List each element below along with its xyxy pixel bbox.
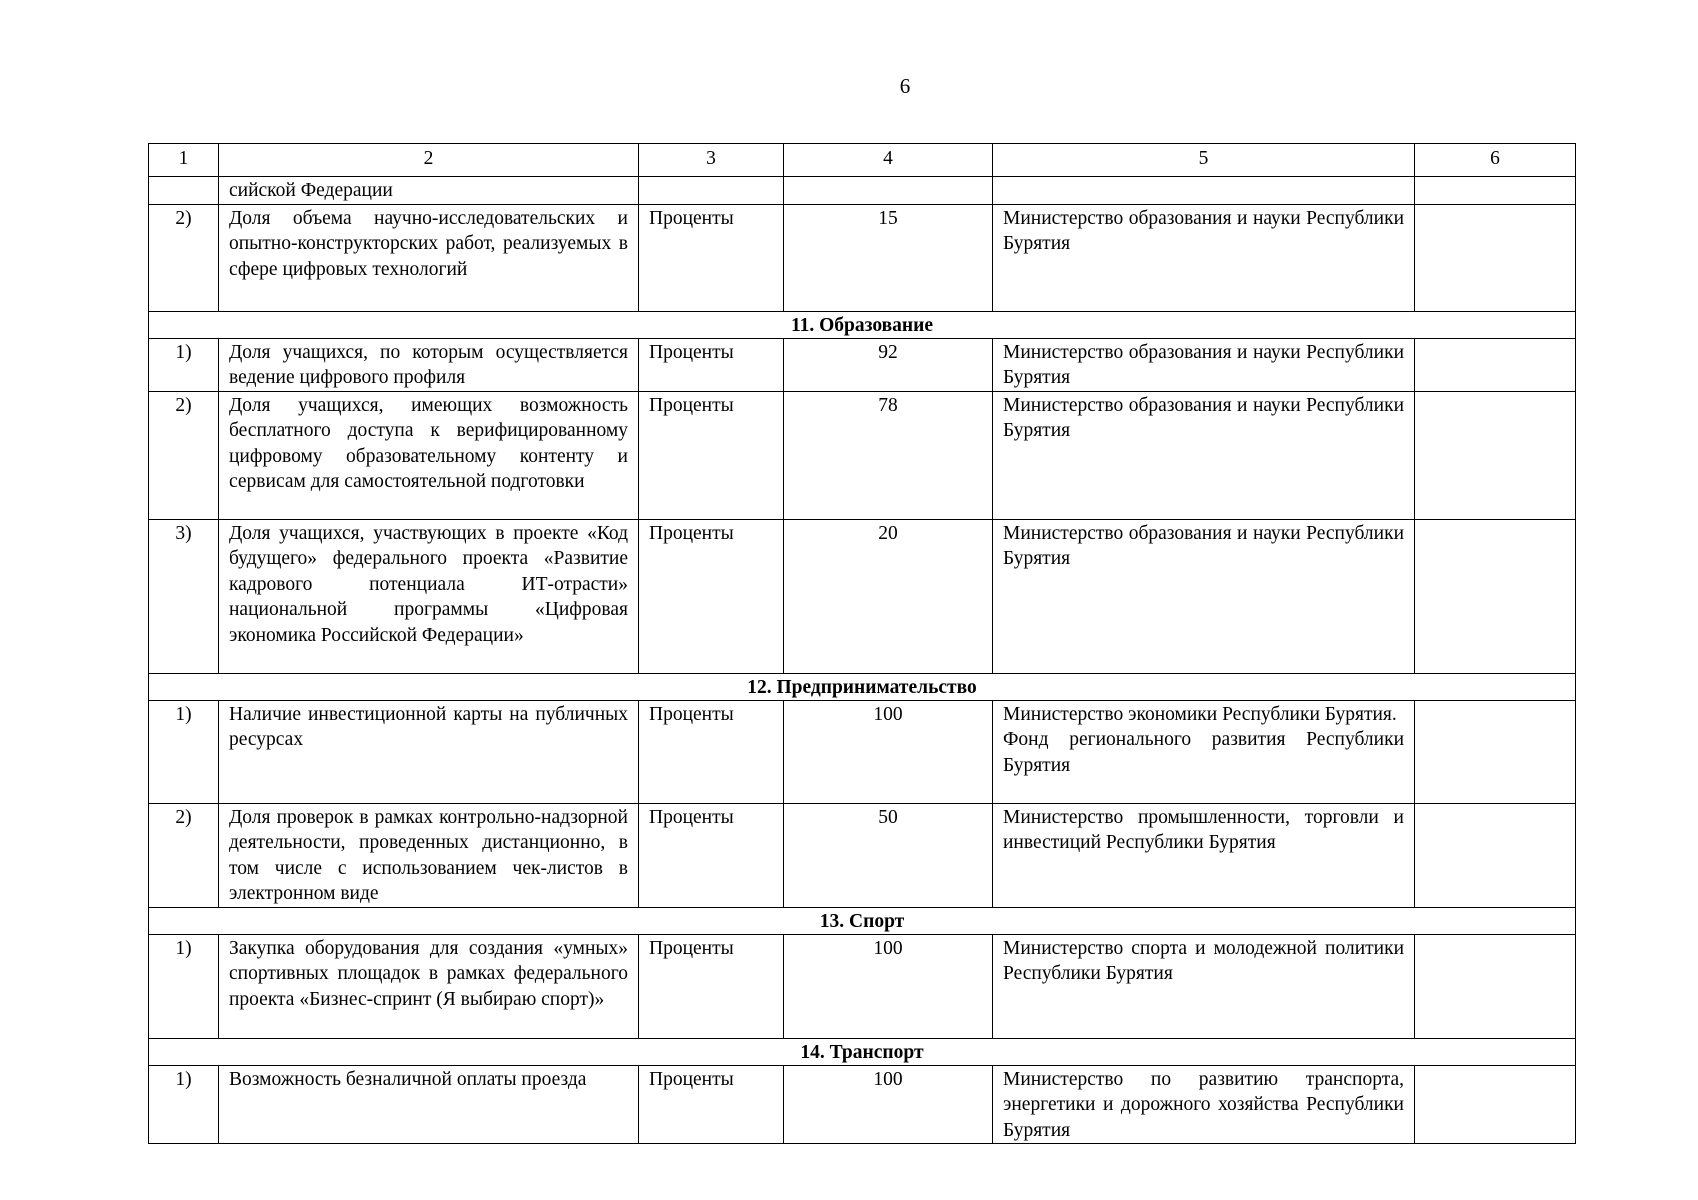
value-cell: 15 xyxy=(784,204,993,311)
section-title: 12. Предпринимательство xyxy=(149,673,1576,700)
indicators-table xyxy=(148,143,1576,1144)
note-cell xyxy=(1415,338,1576,391)
note-cell xyxy=(1415,177,1576,205)
table-row xyxy=(149,1065,1576,1144)
section-row xyxy=(149,907,1576,934)
header-cell: 6 xyxy=(1415,144,1576,177)
responsible-line: Фонд регионального развития Республики Бурятия xyxy=(1003,729,1404,776)
table-row xyxy=(149,391,1576,519)
responsible-cell: Министерство промышленности, торговли и инвестиций Республики Бурятия xyxy=(993,803,1415,907)
header-cell: 4 xyxy=(784,144,993,177)
header-cell: 1 xyxy=(149,144,219,177)
responsible-cell: Министерство образования и науки Республики Бурятия xyxy=(993,519,1415,673)
note-cell xyxy=(1415,519,1576,673)
row-number: 1) xyxy=(149,934,219,1038)
responsible-cell: Министерство образования и науки Республики Бурятия xyxy=(993,204,1415,311)
note-cell xyxy=(1415,391,1576,519)
unit-cell: Проценты xyxy=(639,204,784,311)
indicator-name: Доля учащихся, участвующих в проекте «Код будущего» федерального проекта «Развитие кадрового потенциала ИТ-отрасти» национальной программы «Цифровая экономика Российской Федерации» xyxy=(219,519,639,673)
table-row xyxy=(149,338,1576,391)
row-number: 2) xyxy=(149,204,219,311)
value-cell: 50 xyxy=(784,803,993,907)
note-cell xyxy=(1415,1065,1576,1144)
section-row xyxy=(149,1038,1576,1065)
value-cell xyxy=(784,177,993,205)
responsible-cell: Министерство образования и науки Республики Бурятия xyxy=(993,338,1415,391)
row-number: 2) xyxy=(149,803,219,907)
row-number: 1) xyxy=(149,1065,219,1144)
row-number: 1) xyxy=(149,338,219,391)
unit-cell: Проценты xyxy=(639,1065,784,1144)
table-row xyxy=(149,700,1576,803)
row-number: 2) xyxy=(149,391,219,519)
value-cell: 100 xyxy=(784,700,993,803)
responsible-cell: Министерство образования и науки Республики Бурятия xyxy=(993,391,1415,519)
value-cell: 100 xyxy=(784,1065,993,1144)
responsible-cell: Министерство по развитию транспорта, энергетики и дорожного хозяйства Республики Бурятия xyxy=(993,1065,1415,1144)
page-number: 6 xyxy=(899,74,911,98)
unit-cell: Проценты xyxy=(639,519,784,673)
responsible-cell: Министерство спорта и молодежной политики Республики Бурятия xyxy=(993,934,1415,1038)
value-cell: 100 xyxy=(784,934,993,1038)
section-title: 14. Транспорт xyxy=(149,1038,1576,1065)
indicator-name: Доля объема научно-исследовательских и опытно-конструкторских работ, реализуемых в сфере цифровых технологий xyxy=(219,204,639,311)
header-cell: 5 xyxy=(993,144,1415,177)
value-cell: 20 xyxy=(784,519,993,673)
indicator-name: Возможность безналичной оплаты проезда xyxy=(219,1065,639,1144)
unit-cell: Проценты xyxy=(639,391,784,519)
note-cell xyxy=(1415,700,1576,803)
row-number: 1) xyxy=(149,700,219,803)
table-row xyxy=(149,934,1576,1038)
table-row xyxy=(149,519,1576,673)
responsible-line: Министерство экономики Республики Бурятия. xyxy=(1003,703,1397,725)
indicator-name: Закупка оборудования для создания «умных» спортивных площадок в рамках федерального проекта «Бизнес-спринт (Я выбираю спорт)» xyxy=(219,934,639,1038)
responsible-cell xyxy=(993,177,1415,205)
header-cell: 2 xyxy=(219,144,639,177)
unit-cell: Проценты xyxy=(639,803,784,907)
note-cell xyxy=(1415,803,1576,907)
header-cell: 3 xyxy=(639,144,784,177)
table-header-row xyxy=(149,144,1576,177)
table-row xyxy=(149,803,1576,907)
section-row xyxy=(149,311,1576,338)
responsible-cell xyxy=(993,700,1415,803)
table-row xyxy=(149,204,1576,311)
note-cell xyxy=(1415,204,1576,311)
indicator-name: Доля учащихся, по которым осуществляется ведение цифрового профиля xyxy=(219,338,639,391)
section-title: 11. Образование xyxy=(149,311,1576,338)
indicator-name: сийской Федерации xyxy=(219,177,639,205)
table-row xyxy=(149,177,1576,205)
section-title: 13. Спорт xyxy=(149,907,1576,934)
section-row xyxy=(149,673,1576,700)
indicator-name: Наличие инвестиционной карты на публичных ресурсах xyxy=(219,700,639,803)
row-number xyxy=(149,177,219,205)
unit-cell xyxy=(639,177,784,205)
row-number: 3) xyxy=(149,519,219,673)
unit-cell: Проценты xyxy=(639,934,784,1038)
unit-cell: Проценты xyxy=(639,700,784,803)
unit-cell: Проценты xyxy=(639,338,784,391)
value-cell: 92 xyxy=(784,338,993,391)
indicator-name: Доля проверок в рамках контрольно-надзорной деятельности, проведенных дистанционно, в том числе с использованием чек-листов в электронном виде xyxy=(219,803,639,907)
indicator-name: Доля учащихся, имеющих возможность бесплатного доступа к верифицированному цифровому образовательному контенту и сервисам для самостоятельной подготовки xyxy=(219,391,639,519)
note-cell xyxy=(1415,934,1576,1038)
value-cell: 78 xyxy=(784,391,993,519)
